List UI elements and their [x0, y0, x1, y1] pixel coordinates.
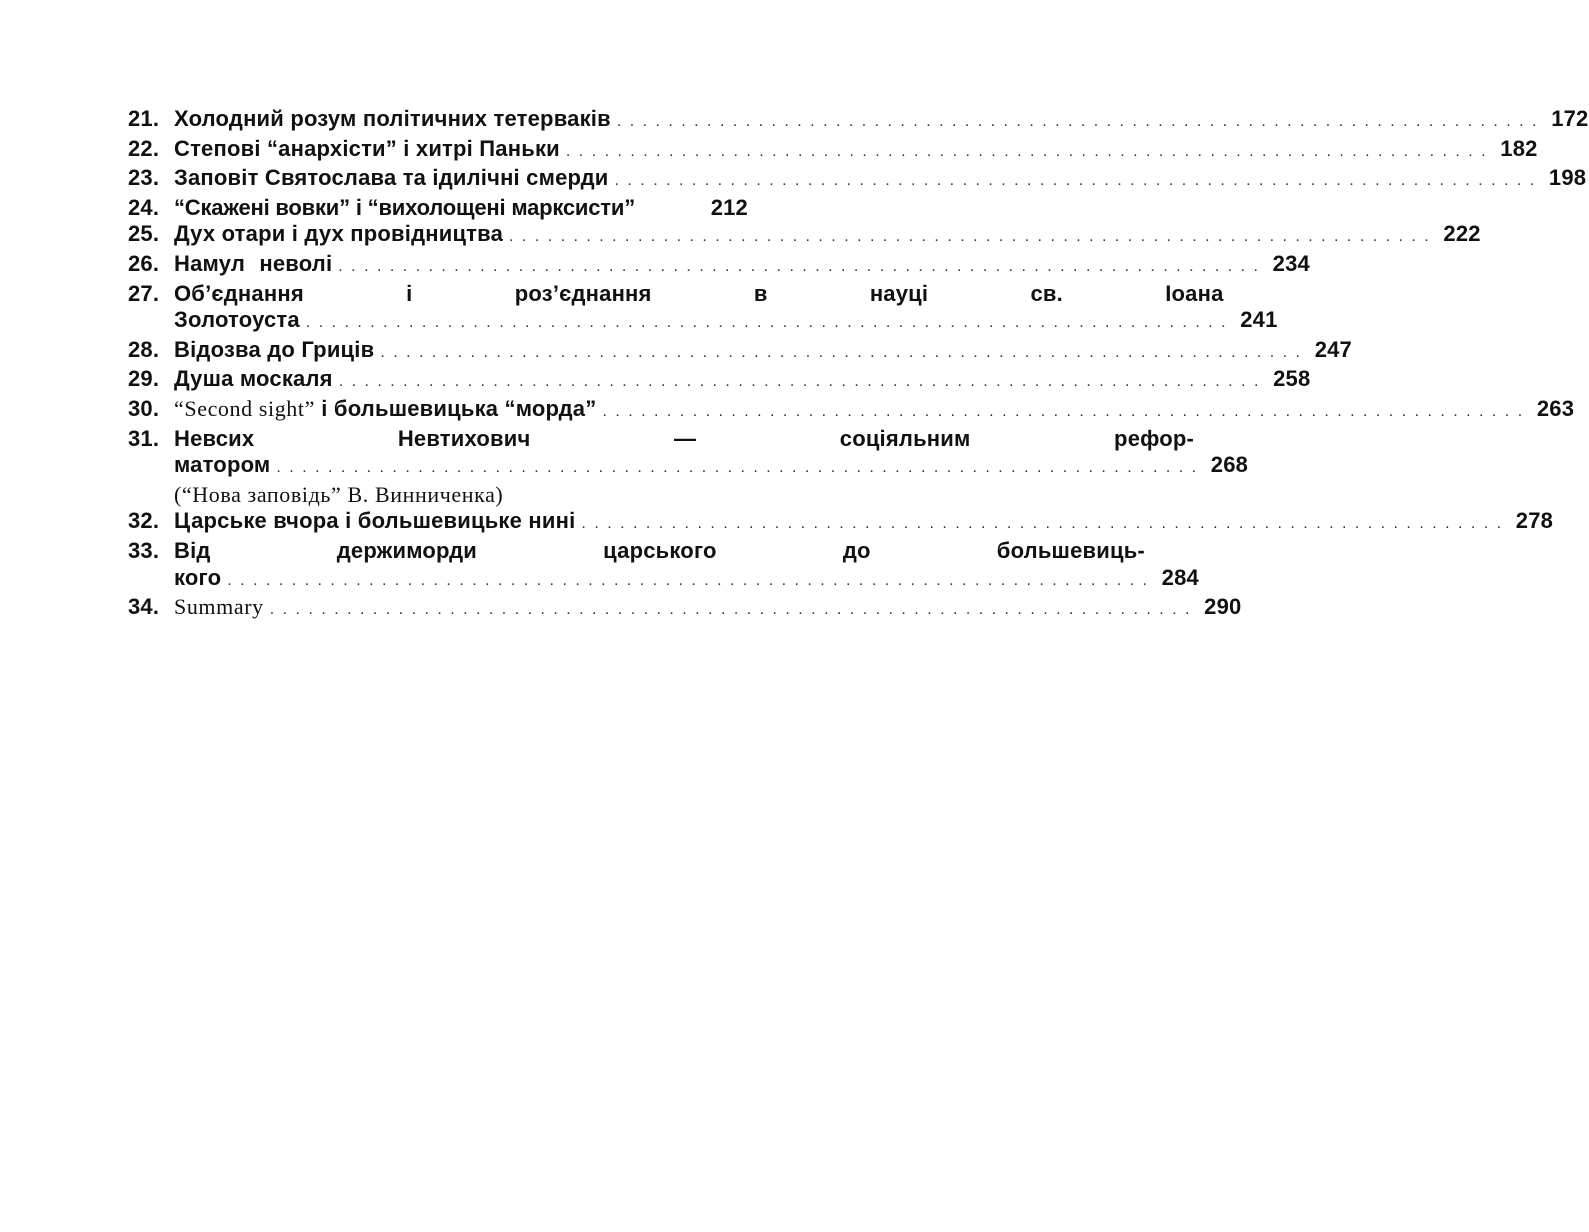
entry-page: 182 [1500, 135, 1538, 161]
entry-number: 28. [128, 336, 160, 362]
dot-leader [615, 168, 1537, 195]
entry-page: 247 [1314, 336, 1352, 362]
entry-title-line-1: Від держиморди царського до большевиць- [174, 537, 1145, 563]
toc-entry-21 [128, 106, 1589, 136]
toc-entry-31 [128, 425, 1249, 482]
entry-title-line-1: Невсих Невтихович — соціяльним рефор- [174, 425, 1195, 451]
dot-leader [566, 139, 1488, 166]
entry-title-line-1: Об’єднання і роз’єднання в науці св. Іоана [174, 280, 1224, 306]
entry-page: 258 [1273, 366, 1311, 392]
entry-number: 32. [128, 508, 160, 534]
entry-page: 222 [1443, 221, 1481, 247]
table-of-contents [128, 106, 1589, 624]
entry-title: Степові “анархісти” і хитрі Паньки [174, 135, 560, 161]
dot-leader [339, 369, 1261, 396]
dot-leader [227, 568, 1149, 595]
toc-entry-27 [128, 280, 1278, 337]
entry-title-line-2: кого [174, 564, 222, 590]
entry-number: 30. [128, 395, 160, 421]
toc-entry-28 [128, 336, 1352, 367]
dot-leader [338, 254, 1260, 281]
entry-number: 24. [128, 194, 160, 220]
toc-entry-22 [128, 135, 1538, 166]
entry-number: 34. [128, 594, 160, 620]
entry-page: 268 [1210, 452, 1249, 478]
toc-entry-32 [128, 508, 1554, 538]
entry-page: 172 [1551, 106, 1589, 131]
toc-entry-33 [128, 537, 1199, 594]
toc-entry-25 [128, 221, 1481, 251]
entry-title: Царське вчора і большевицьке нині [174, 508, 576, 534]
entry-title: “Скажені вовки” і “вихолощені марксисти” [174, 194, 635, 220]
entry-number: 33. [128, 537, 160, 563]
entry-page: 234 [1272, 250, 1310, 276]
dot-leader [306, 310, 1228, 337]
dot-leader [380, 340, 1302, 367]
entry-page: 278 [1515, 508, 1554, 534]
entry-title: Дух отари і дух провідництва [174, 221, 504, 247]
entry-title: Холодний розум політичних тетерваків [174, 106, 611, 131]
entry-number: 31. [128, 425, 160, 451]
toc-entry-29 [128, 366, 1311, 396]
entry-number: 21. [128, 106, 160, 131]
entry-number: 29. [128, 366, 160, 392]
entry-number: 23. [128, 165, 160, 191]
toc-entry-30 [128, 395, 1575, 426]
entry-title: Відозва до Гриців [174, 336, 375, 362]
entry-number: 26. [128, 250, 160, 276]
entry-title: Душа москаля [174, 366, 333, 392]
entry-page: 241 [1240, 307, 1278, 333]
dot-leader [581, 511, 1503, 538]
entry-page: 263 [1536, 395, 1575, 421]
entry-number: 27. [128, 280, 160, 306]
entry-title-serif: “Second sight” [174, 395, 315, 421]
dot-leader [602, 399, 1524, 426]
entry-title: Заповіт Святослава та ідилічні смерди [174, 165, 609, 191]
toc-entry-34 [128, 594, 1242, 624]
entry-page: 284 [1161, 564, 1199, 590]
dot-leader [509, 224, 1431, 251]
dot-leader [617, 109, 1539, 136]
entry-subtitle: (“Нова заповідь” В. Винниченка) [174, 481, 504, 507]
toc-entry-26 [128, 250, 1310, 281]
dot-leader [270, 597, 1192, 624]
entry-number: 22. [128, 135, 160, 161]
dot-leader [276, 455, 1198, 482]
entry-title: Summary [174, 594, 264, 620]
entry-number: 25. [128, 221, 160, 247]
toc-entry-24 [128, 195, 748, 222]
entry-title-line-2: матором [174, 452, 271, 478]
toc-entry-23 [128, 165, 1587, 195]
entry-title-line-2: Золотоуста [174, 307, 300, 333]
entry-title-rest: і большевицька “морда” [314, 395, 597, 421]
entry-title [174, 396, 596, 423]
entry-page: 290 [1204, 594, 1242, 620]
entry-title: Намул неволі [174, 250, 333, 276]
entry-page: 198 [1548, 165, 1587, 191]
entry-page: 212 [710, 194, 748, 220]
